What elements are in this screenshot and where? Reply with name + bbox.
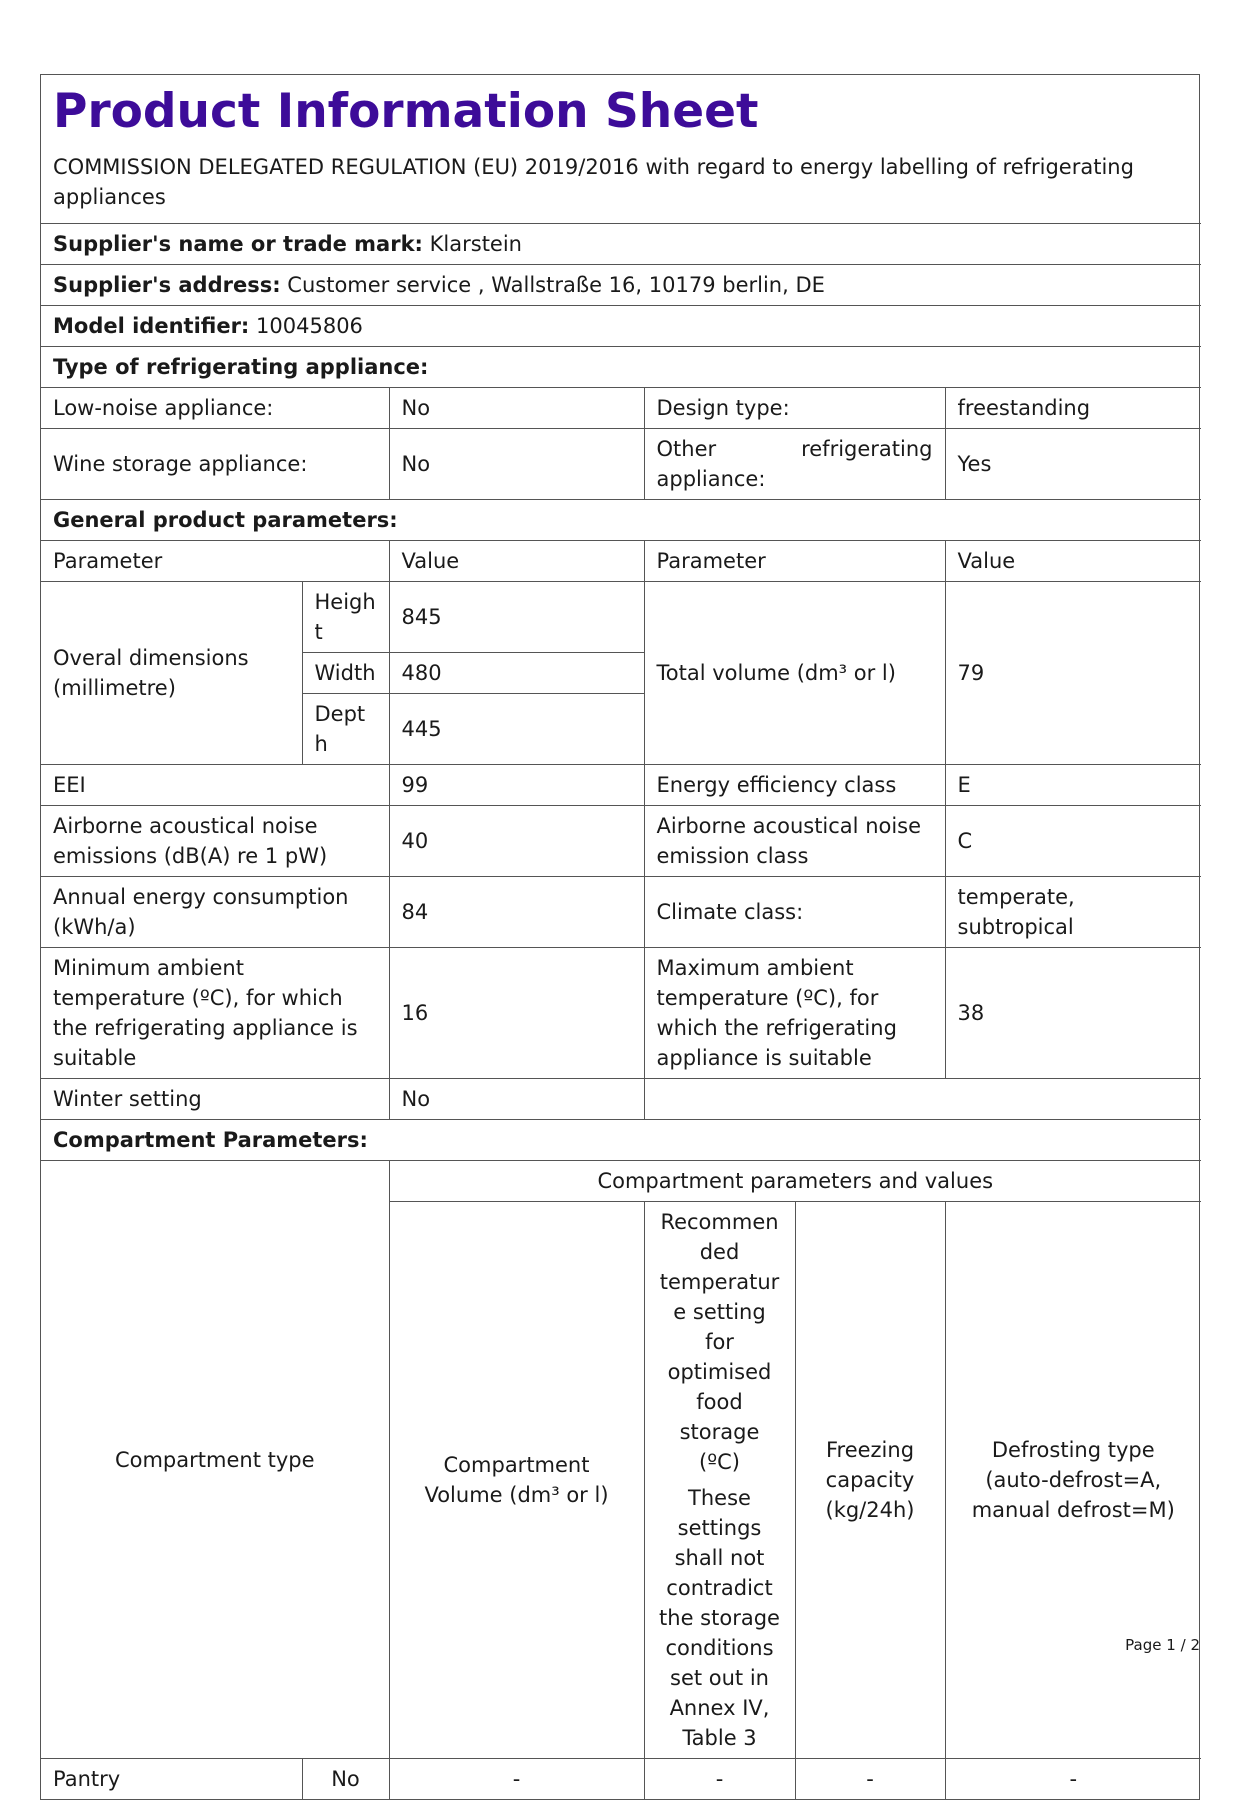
depth-value: 445 — [389, 694, 644, 765]
depth-label: Depth — [302, 694, 389, 765]
ambient-temperature-row — [41, 948, 1201, 1079]
wine-storage-value: No — [389, 429, 644, 500]
supplier-address-value: Customer service , Wallstraße 16, 10179 berlin, DE — [287, 273, 825, 297]
eei-value: 99 — [389, 765, 644, 806]
compartment-group-row — [41, 1161, 1201, 1202]
low-noise-row — [41, 388, 1201, 429]
noise-class-value: C — [945, 806, 1201, 877]
max-temp-value: 38 — [945, 948, 1201, 1079]
efficiency-class-value: E — [945, 765, 1201, 806]
header-cell — [41, 75, 1201, 224]
page-total: 2 — [1190, 1636, 1200, 1654]
model-identifier-row — [41, 306, 1201, 347]
defrosting-type-header: Defrosting type (auto-defrost=A, manual defrost=M) — [945, 1202, 1201, 1759]
model-identifier-label: Model identifier: — [53, 314, 250, 338]
dimension-height-row — [41, 582, 1201, 653]
other-appliance-value: Yes — [945, 429, 1201, 500]
low-noise-value: No — [389, 388, 644, 429]
page-title: Product Information Sheet — [53, 84, 759, 139]
page-label: Page — [1125, 1636, 1162, 1654]
general-columns-row — [41, 541, 1201, 582]
climate-class-value: temperate, subtropical — [945, 877, 1201, 948]
freezing-capacity-header: Freezing capacity (kg/24h) — [795, 1202, 945, 1759]
compartment-volume-cell: - — [389, 1759, 644, 1800]
general-heading-row — [41, 500, 1201, 541]
supplier-name-row — [41, 224, 1201, 265]
dimensions-label: Overal dimensions (millimetre) — [41, 582, 302, 765]
winter-setting-row — [41, 1079, 1201, 1120]
compartment-freezing-cell: - — [795, 1759, 945, 1800]
parameter-column-header-2: Parameter — [644, 541, 945, 582]
noise-class-label: Airborne acoustical noise emission class — [644, 806, 945, 877]
appliance-type-heading-row — [41, 347, 1201, 388]
regulation-subtitle: COMMISSION DELEGATED REGULATION (EU) 2019/2016 with regard to energy labelling of refrigerating appliances — [53, 155, 1134, 209]
noise-emissions-value: 40 — [389, 806, 644, 877]
compartment-defrost-cell: - — [945, 1759, 1201, 1800]
winter-setting-label: Winter setting — [41, 1079, 389, 1120]
annual-energy-label: Annual energy consumption (kWh/a) — [41, 877, 389, 948]
value-column-header-2: Value — [945, 541, 1201, 582]
eei-row — [41, 765, 1201, 806]
supplier-address-row — [41, 265, 1201, 306]
climate-class-label: Climate class: — [644, 877, 945, 948]
supplier-name-cell — [41, 224, 1201, 265]
empty-cell — [644, 1079, 1201, 1120]
general-heading: General product parameters: — [41, 500, 1201, 541]
supplier-name-label: Supplier's name or trade mark: — [53, 232, 423, 256]
header-row — [41, 75, 1201, 224]
compartment-group-header: Compartment parameters and values — [389, 1161, 1201, 1202]
compartment-present-cell: No — [302, 1759, 389, 1800]
width-value: 480 — [389, 653, 644, 694]
max-temp-label: Maximum ambient temperature (ºC), for which the refrigerating appliance is suitable — [644, 948, 945, 1079]
compartment-heading-row — [41, 1120, 1201, 1161]
model-identifier-cell — [41, 306, 1201, 347]
height-value: 845 — [389, 582, 644, 653]
supplier-address-label: Supplier's address: — [53, 273, 281, 297]
wine-storage-row — [41, 429, 1201, 500]
page-current: 1 — [1166, 1636, 1176, 1654]
width-label: Width — [302, 653, 389, 694]
other-appliance-label: Other refrigerating appliance: — [644, 429, 945, 500]
product-information-sheet — [40, 74, 1200, 1800]
min-temp-label: Minimum ambient temperature (ºC), for which the refrigerating appliance is suitable — [41, 948, 389, 1079]
appliance-type-heading: Type of refrigerating appliance: — [41, 347, 1201, 388]
total-volume-value: 79 — [945, 582, 1201, 765]
page-number — [1125, 1636, 1200, 1654]
storage-conditions-note: These settings shall not contradict the storage conditions set out in Annex IV, Table 3 — [659, 1486, 780, 1750]
supplier-address-cell — [41, 265, 1201, 306]
noise-emissions-label: Airborne acoustical noise emissions (dB(A) re 1 pW) — [41, 806, 389, 877]
sheet-table — [41, 75, 1201, 1799]
supplier-name-value: Klarstein — [429, 232, 522, 256]
annual-energy-value: 84 — [389, 877, 644, 948]
winter-setting-value: No — [389, 1079, 644, 1120]
wine-storage-label: Wine storage appliance: — [41, 429, 389, 500]
compartment-volume-header: Compartment Volume (dm³ or l) — [389, 1202, 644, 1759]
compartment-type-cell: Pantry — [41, 1759, 302, 1800]
recommended-temperature-text: Recommended temperature setting for optimised food storage (ºC) — [659, 1210, 780, 1474]
parameter-column-header: Parameter — [41, 541, 389, 582]
compartment-heading: Compartment Parameters: — [41, 1120, 1201, 1161]
page-separator: / — [1180, 1636, 1186, 1654]
efficiency-class-label: Energy efficiency class — [644, 765, 945, 806]
table-row — [41, 1759, 1201, 1800]
compartment-temperature-cell: - — [644, 1759, 795, 1800]
compartment-type-header: Compartment type — [41, 1161, 389, 1759]
min-temp-value: 16 — [389, 948, 644, 1079]
energy-climate-row — [41, 877, 1201, 948]
low-noise-label: Low-noise appliance: — [41, 388, 389, 429]
model-identifier-value: 10045806 — [256, 314, 363, 338]
design-type-label: Design type: — [644, 388, 945, 429]
total-volume-label: Total volume (dm³ or l) — [644, 582, 945, 765]
design-type-value: freestanding — [945, 388, 1201, 429]
height-label: Height — [302, 582, 389, 653]
eei-label: EEI — [41, 765, 389, 806]
noise-row — [41, 806, 1201, 877]
value-column-header: Value — [389, 541, 644, 582]
recommended-temperature-header — [644, 1202, 795, 1759]
